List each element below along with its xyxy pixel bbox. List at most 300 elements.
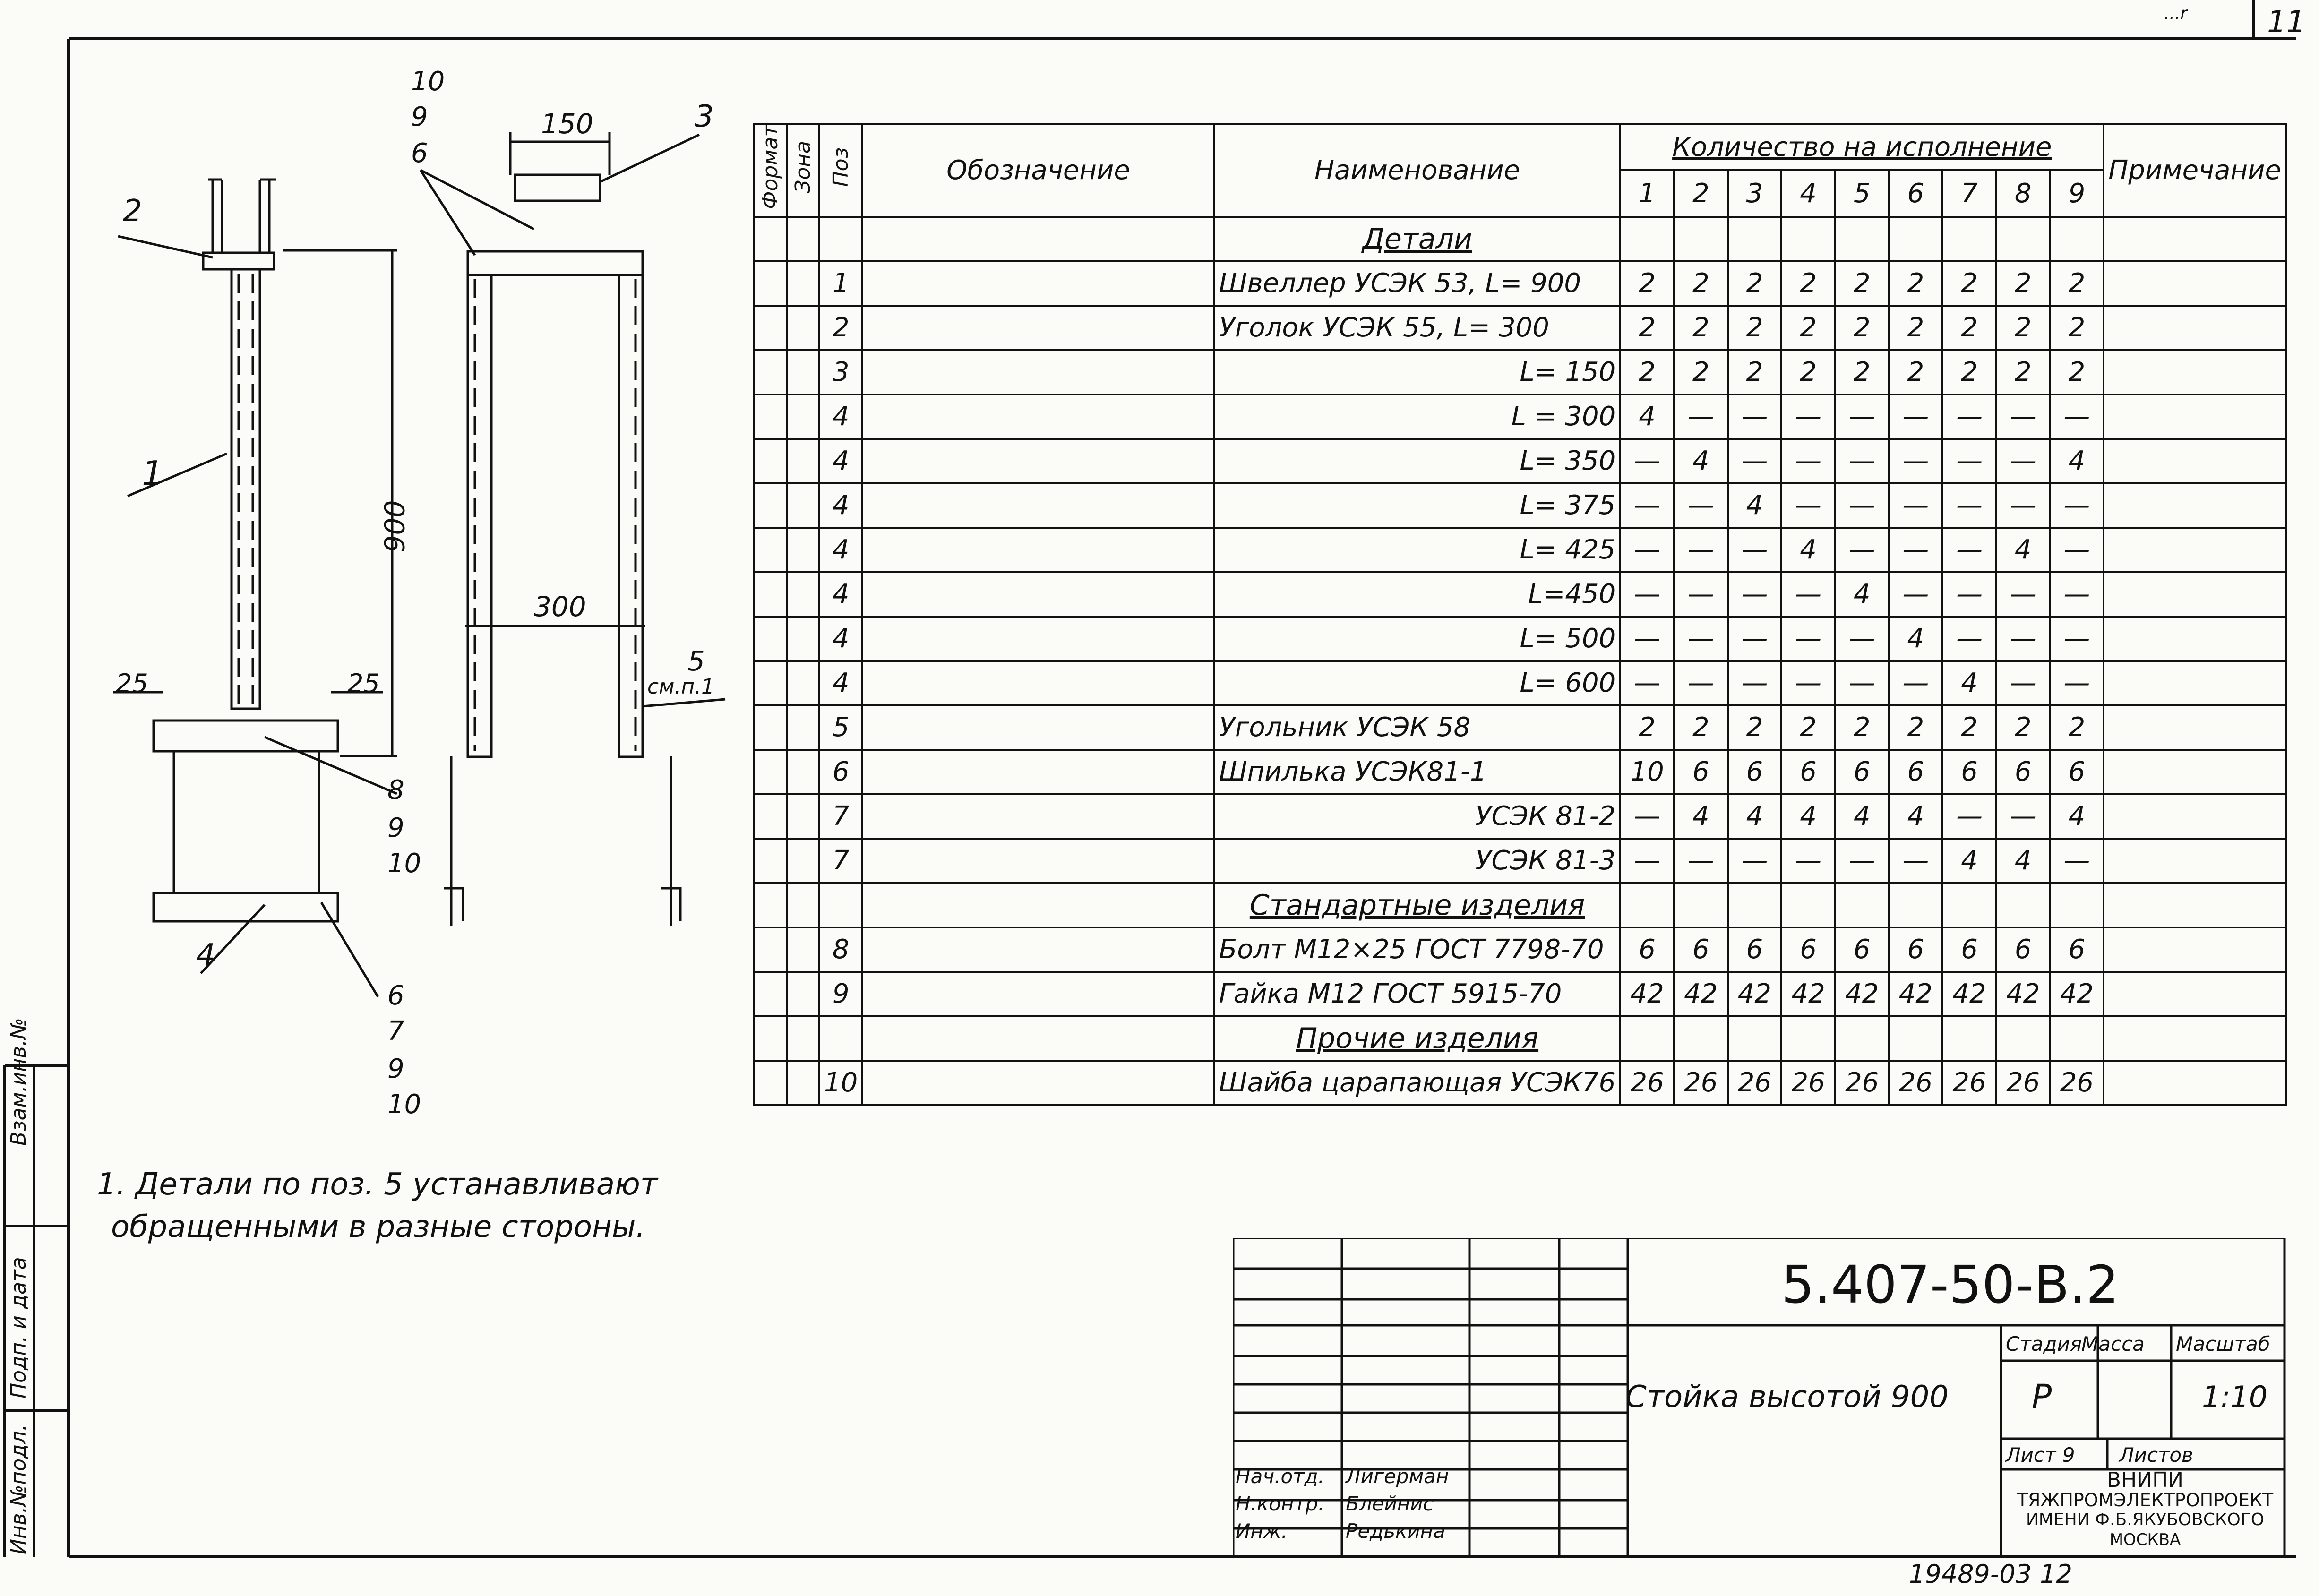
cell-qty-2: 4 bbox=[1674, 794, 1728, 839]
cell-qty-9: 6 bbox=[2050, 927, 2104, 972]
cell-qty-9: 42 bbox=[2050, 972, 2104, 1016]
cell-pos bbox=[819, 217, 862, 261]
cell-designation bbox=[862, 1016, 1214, 1061]
cell-zone bbox=[787, 261, 819, 306]
cell-pos: 9 bbox=[819, 972, 862, 1016]
cell-qty-8: 4 bbox=[1996, 528, 2050, 572]
cell-name: L= 500 bbox=[1214, 617, 1621, 661]
cell-qty-3: — bbox=[1728, 839, 1782, 883]
cell-qty-5: — bbox=[1835, 483, 1889, 528]
cell-qty-2: — bbox=[1674, 617, 1728, 661]
table-row bbox=[754, 1061, 2286, 1105]
cell-qty bbox=[2050, 1016, 2104, 1061]
table-row bbox=[754, 750, 2286, 794]
cell-format bbox=[754, 572, 787, 617]
pos-10-top: 10 bbox=[411, 66, 445, 97]
cell-designation bbox=[862, 794, 1214, 839]
table-row bbox=[754, 794, 2286, 839]
cell-zone bbox=[787, 927, 819, 972]
cell-pos: 10 bbox=[819, 1061, 862, 1105]
section-row bbox=[754, 1016, 2286, 1061]
cell-qty-5: — bbox=[1835, 839, 1889, 883]
section-title: Детали bbox=[1214, 217, 1621, 261]
cell-pos: 4 bbox=[819, 528, 862, 572]
cell-name: Болт М12×25 ГОСТ 7798-70 bbox=[1214, 927, 1621, 972]
cell-qty-7: — bbox=[1942, 483, 1996, 528]
cell-qty-3: 6 bbox=[1728, 750, 1782, 794]
section-row bbox=[754, 883, 2286, 927]
cell-qty-3: 2 bbox=[1728, 705, 1782, 750]
cell-name: Швеллер УСЭК 53, L= 900 bbox=[1214, 261, 1621, 306]
cell-pos: 4 bbox=[819, 483, 862, 528]
cell-qty-1: — bbox=[1620, 617, 1674, 661]
cell-zone bbox=[787, 972, 819, 1016]
cell-qty-8: — bbox=[1996, 572, 2050, 617]
cell-format bbox=[754, 306, 787, 350]
cell-note bbox=[2104, 261, 2286, 306]
cell-qty-8: 42 bbox=[1996, 972, 2050, 1016]
cell-format bbox=[754, 1061, 787, 1105]
cell-qty-1: 2 bbox=[1620, 306, 1674, 350]
cell-qty-5: 42 bbox=[1835, 972, 1889, 1016]
stamp-inv-original: Инв.№подл. bbox=[7, 1424, 31, 1554]
cell-note bbox=[2104, 705, 2286, 750]
cell-qty-8: — bbox=[1996, 483, 2050, 528]
cell-qty-4: 42 bbox=[1781, 972, 1835, 1016]
pos-9-bottom: 9 bbox=[387, 1054, 404, 1084]
cell-zone bbox=[787, 750, 819, 794]
cell-qty-6: 2 bbox=[1889, 350, 1943, 395]
cell-qty-7: — bbox=[1942, 395, 1996, 439]
header-variant-7: 7 bbox=[1942, 170, 1996, 216]
cell-qty-4: — bbox=[1781, 395, 1835, 439]
cell-qty bbox=[1781, 217, 1835, 261]
cell-qty-5: 2 bbox=[1835, 306, 1889, 350]
pos-9-top: 9 bbox=[411, 102, 428, 132]
cell-zone bbox=[787, 217, 819, 261]
cell-qty-9: 2 bbox=[2050, 705, 2104, 750]
cell-zone bbox=[787, 661, 819, 705]
cell-note bbox=[2104, 750, 2286, 794]
cell-qty-9: 4 bbox=[2050, 794, 2104, 839]
cell-qty-1: — bbox=[1620, 528, 1674, 572]
cell-designation bbox=[862, 705, 1214, 750]
cell-qty bbox=[1942, 1016, 1996, 1061]
cell-qty-6: — bbox=[1889, 661, 1943, 705]
cell-designation bbox=[862, 306, 1214, 350]
cell-qty-6: — bbox=[1889, 572, 1943, 617]
cell-format bbox=[754, 217, 787, 261]
cell-qty-3: — bbox=[1728, 528, 1782, 572]
cell-zone bbox=[787, 794, 819, 839]
cell-qty bbox=[1620, 1016, 1674, 1061]
cell-name: L= 375 bbox=[1214, 483, 1621, 528]
cell-qty-8: 2 bbox=[1996, 350, 2050, 395]
cell-qty-7: 4 bbox=[1942, 839, 1996, 883]
cell-note bbox=[2104, 839, 2286, 883]
org-line-2: ТЯЖПРОМЭЛЕКТРОПРОЕКТ bbox=[2017, 1490, 2274, 1510]
cell-qty-8: 26 bbox=[1996, 1061, 2050, 1105]
cell-qty-3: — bbox=[1728, 572, 1782, 617]
cell-qty-3: — bbox=[1728, 395, 1782, 439]
cell-qty-2: 4 bbox=[1674, 439, 1728, 483]
cell-pos bbox=[819, 1016, 862, 1061]
cell-designation bbox=[862, 839, 1214, 883]
pos-8: 8 bbox=[387, 775, 404, 806]
cell-zone bbox=[787, 350, 819, 395]
cell-qty-9: — bbox=[2050, 395, 2104, 439]
cell-zone bbox=[787, 395, 819, 439]
table-row bbox=[754, 306, 2286, 350]
cell-note bbox=[2104, 483, 2286, 528]
cell-qty bbox=[1620, 217, 1674, 261]
section-title: Стандартные изделия bbox=[1214, 883, 1621, 927]
scale-label: Масштаб bbox=[2176, 1332, 2270, 1356]
cell-qty-7: 2 bbox=[1942, 261, 1996, 306]
section-row bbox=[754, 217, 2286, 261]
cell-pos: 4 bbox=[819, 617, 862, 661]
cell-zone bbox=[787, 617, 819, 661]
org-line-3: ИМЕНИ Ф.Б.ЯКУБОВСКОГО bbox=[2026, 1510, 2265, 1529]
cell-qty-2: — bbox=[1674, 661, 1728, 705]
table-row bbox=[754, 839, 2286, 883]
cell-name: L = 300 bbox=[1214, 395, 1621, 439]
cell-qty-2: 2 bbox=[1674, 306, 1728, 350]
pos-1: 1 bbox=[142, 454, 163, 493]
cell-qty-1: 10 bbox=[1620, 750, 1674, 794]
cell-qty-8: 2 bbox=[1996, 705, 2050, 750]
cell-qty-2: — bbox=[1674, 395, 1728, 439]
cell-designation bbox=[862, 883, 1214, 927]
sheet-number: 11 bbox=[2267, 5, 2306, 40]
cell-designation bbox=[862, 617, 1214, 661]
cell-format bbox=[754, 661, 787, 705]
drawing-title: Стойка высотой 900 bbox=[1625, 1380, 1949, 1415]
cell-qty-8: 2 bbox=[1996, 306, 2050, 350]
cell-qty-9: 2 bbox=[2050, 350, 2104, 395]
cell-qty-4: 26 bbox=[1781, 1061, 1835, 1105]
cell-format bbox=[754, 1016, 787, 1061]
cell-format bbox=[754, 839, 787, 883]
cell-qty-3: 2 bbox=[1728, 306, 1782, 350]
cell-qty-4: — bbox=[1781, 661, 1835, 705]
cell-qty bbox=[1996, 217, 2050, 261]
cell-qty-6: 2 bbox=[1889, 705, 1943, 750]
cell-qty-7: — bbox=[1942, 794, 1996, 839]
cell-qty-4: — bbox=[1781, 839, 1835, 883]
table-row bbox=[754, 439, 2286, 483]
cell-format bbox=[754, 528, 787, 572]
dim-150: 150 bbox=[541, 108, 593, 140]
cell-qty-8: 6 bbox=[1996, 750, 2050, 794]
cell-designation bbox=[862, 261, 1214, 306]
note-line-2: обращенными в разные стороны. bbox=[111, 1210, 645, 1244]
cell-pos: 4 bbox=[819, 661, 862, 705]
org-line-1: ВНИПИ bbox=[2106, 1468, 2184, 1492]
cell-name: УСЭК 81-3 bbox=[1214, 839, 1621, 883]
role-label: Инж. bbox=[1236, 1519, 1288, 1543]
header-format: Формат bbox=[754, 124, 787, 217]
cell-qty-1: 4 bbox=[1620, 395, 1674, 439]
cell-zone bbox=[787, 839, 819, 883]
note-line-1: 1. Детали по поз. 5 устанавливают bbox=[97, 1167, 658, 1202]
cell-name: УСЭК 81-2 bbox=[1214, 794, 1621, 839]
cell-designation bbox=[862, 572, 1214, 617]
cell-qty bbox=[1674, 1016, 1728, 1061]
cell-qty-2: 2 bbox=[1674, 705, 1728, 750]
cell-qty-7: — bbox=[1942, 617, 1996, 661]
cell-qty-6: 6 bbox=[1889, 927, 1943, 972]
cell-format bbox=[754, 439, 787, 483]
cell-zone bbox=[787, 1016, 819, 1061]
cell-qty-5: 26 bbox=[1835, 1061, 1889, 1105]
header-note: Примечание bbox=[2104, 124, 2286, 217]
cell-qty-5: — bbox=[1835, 661, 1889, 705]
cell-qty-5: — bbox=[1835, 528, 1889, 572]
cell-qty bbox=[2050, 217, 2104, 261]
cell-zone bbox=[787, 1061, 819, 1105]
cell-format bbox=[754, 350, 787, 395]
cell-qty-6: 26 bbox=[1889, 1061, 1943, 1105]
table-row bbox=[754, 350, 2286, 395]
cell-note bbox=[2104, 617, 2286, 661]
cell-qty bbox=[1728, 217, 1782, 261]
cell-qty-3: 4 bbox=[1728, 794, 1782, 839]
pos-6-top: 6 bbox=[411, 138, 428, 169]
cell-pos: 4 bbox=[819, 395, 862, 439]
cell-qty-5: 6 bbox=[1835, 750, 1889, 794]
header-variant-9: 9 bbox=[2050, 170, 2104, 216]
cell-designation bbox=[862, 483, 1214, 528]
cell-zone bbox=[787, 439, 819, 483]
header-designation: Обозначение bbox=[862, 124, 1214, 217]
pos-10-mid: 10 bbox=[387, 848, 421, 879]
cell-qty-2: 42 bbox=[1674, 972, 1728, 1016]
signer-name: Блейнис bbox=[1346, 1492, 1434, 1515]
table-row bbox=[754, 972, 2286, 1016]
header-variant-8: 8 bbox=[1996, 170, 2050, 216]
cell-qty-1: 2 bbox=[1620, 705, 1674, 750]
cell-format bbox=[754, 794, 787, 839]
pos-10-bottom: 10 bbox=[387, 1089, 421, 1120]
cell-name: L= 150 bbox=[1214, 350, 1621, 395]
table-row bbox=[754, 395, 2286, 439]
sheet-label: Лист 9 bbox=[2006, 1443, 2075, 1467]
cell-qty-5: 2 bbox=[1835, 705, 1889, 750]
cell-qty-3: 6 bbox=[1728, 927, 1782, 972]
cell-qty-4: — bbox=[1781, 572, 1835, 617]
cell-qty-2: 2 bbox=[1674, 350, 1728, 395]
header-quantity: Количество на исполнение bbox=[1620, 124, 2104, 170]
cell-qty-1: 42 bbox=[1620, 972, 1674, 1016]
cell-qty bbox=[1996, 1016, 2050, 1061]
cell-qty bbox=[1889, 883, 1943, 927]
header-variant-4: 4 bbox=[1781, 170, 1835, 216]
cell-name: Шпилька УСЭК81-1 bbox=[1214, 750, 1621, 794]
cell-note bbox=[2104, 306, 2286, 350]
cell-qty bbox=[1781, 883, 1835, 927]
pos-7-bottom: 7 bbox=[387, 1016, 404, 1047]
cell-qty-9: — bbox=[2050, 528, 2104, 572]
section-title: Прочие изделия bbox=[1214, 1016, 1621, 1061]
cell-qty-5: — bbox=[1835, 395, 1889, 439]
cell-qty-9: — bbox=[2050, 617, 2104, 661]
cell-qty bbox=[1728, 1016, 1782, 1061]
cell-format bbox=[754, 395, 787, 439]
cell-format bbox=[754, 883, 787, 927]
role-label: Нач.отд. bbox=[1236, 1465, 1325, 1488]
cell-qty-4: 2 bbox=[1781, 705, 1835, 750]
cell-pos: 6 bbox=[819, 750, 862, 794]
cell-note bbox=[2104, 794, 2286, 839]
cell-qty-7: — bbox=[1942, 439, 1996, 483]
cell-format bbox=[754, 483, 787, 528]
cell-qty-4: 6 bbox=[1781, 927, 1835, 972]
dim-900: 900 bbox=[378, 500, 411, 553]
cell-qty-5: 2 bbox=[1835, 350, 1889, 395]
cell-format bbox=[754, 927, 787, 972]
cell-qty-7: 6 bbox=[1942, 750, 1996, 794]
cell-qty bbox=[1942, 883, 1996, 927]
specification-table bbox=[753, 123, 2287, 1106]
cell-qty-5: 4 bbox=[1835, 794, 1889, 839]
cell-qty-4: 2 bbox=[1781, 350, 1835, 395]
cell-note bbox=[2104, 572, 2286, 617]
signer-name: Лигерман bbox=[1346, 1465, 1449, 1488]
org-line-4: МОСКВА bbox=[2109, 1530, 2181, 1549]
cell-pos: 4 bbox=[819, 439, 862, 483]
stage-value: Р bbox=[2032, 1377, 2052, 1416]
cell-qty-8: 6 bbox=[1996, 927, 2050, 972]
cell-zone bbox=[787, 306, 819, 350]
cell-qty-4: 6 bbox=[1781, 750, 1835, 794]
cell-qty bbox=[2050, 883, 2104, 927]
cell-qty-7: — bbox=[1942, 528, 1996, 572]
dim-25-right: 25 bbox=[347, 669, 380, 698]
cell-qty-2: — bbox=[1674, 528, 1728, 572]
scale-value: 1:10 bbox=[2202, 1380, 2268, 1414]
cell-qty-6: 42 bbox=[1889, 972, 1943, 1016]
table-row bbox=[754, 261, 2286, 306]
role-label: Н.контр. bbox=[1236, 1492, 1324, 1515]
header-variant-2: 2 bbox=[1674, 170, 1728, 216]
cell-qty-4: 4 bbox=[1781, 794, 1835, 839]
cell-pos: 8 bbox=[819, 927, 862, 972]
cell-qty-1: — bbox=[1620, 661, 1674, 705]
cell-qty-7: 2 bbox=[1942, 350, 1996, 395]
cell-qty bbox=[1835, 1016, 1889, 1061]
cell-designation bbox=[862, 528, 1214, 572]
cell-zone bbox=[787, 528, 819, 572]
cell-qty-8: — bbox=[1996, 395, 2050, 439]
cell-format bbox=[754, 261, 787, 306]
table-row bbox=[754, 528, 2286, 572]
cell-qty-8: — bbox=[1996, 794, 2050, 839]
cell-designation bbox=[862, 395, 1214, 439]
cell-qty bbox=[1835, 217, 1889, 261]
cell-name: Угольник УСЭК 58 bbox=[1214, 705, 1621, 750]
cell-qty-3: 2 bbox=[1728, 350, 1782, 395]
cell-format bbox=[754, 972, 787, 1016]
cell-qty-3: 4 bbox=[1728, 483, 1782, 528]
cell-designation bbox=[862, 972, 1214, 1016]
cell-qty-3: 26 bbox=[1728, 1061, 1782, 1105]
cell-qty-1: — bbox=[1620, 572, 1674, 617]
cell-qty-8: 2 bbox=[1996, 261, 2050, 306]
cell-qty-9: 6 bbox=[2050, 750, 2104, 794]
cell-qty bbox=[1835, 883, 1889, 927]
cell-qty-2: 6 bbox=[1674, 750, 1728, 794]
cell-pos: 7 bbox=[819, 794, 862, 839]
cell-qty-9: — bbox=[2050, 839, 2104, 883]
cell-qty-8: 4 bbox=[1996, 839, 2050, 883]
cell-qty-1: — bbox=[1620, 794, 1674, 839]
table-row bbox=[754, 617, 2286, 661]
left-view bbox=[113, 180, 397, 997]
cell-qty-3: 2 bbox=[1728, 261, 1782, 306]
cell-qty-4: 2 bbox=[1781, 306, 1835, 350]
cell-qty bbox=[1942, 217, 1996, 261]
cell-pos bbox=[819, 883, 862, 927]
header-zone: Зона bbox=[787, 124, 819, 217]
header-variant-1: 1 bbox=[1620, 170, 1674, 216]
cell-note bbox=[2104, 661, 2286, 705]
right-view bbox=[421, 132, 725, 926]
cell-qty bbox=[1728, 883, 1782, 927]
cell-qty-3: — bbox=[1728, 661, 1782, 705]
organization bbox=[2006, 1470, 2285, 1550]
stamp-sign-date: Подп. и дата bbox=[7, 1257, 31, 1399]
cell-format bbox=[754, 617, 787, 661]
cell-qty-7: — bbox=[1942, 572, 1996, 617]
table-header-row bbox=[754, 124, 2286, 170]
header-name: Наименование bbox=[1214, 124, 1621, 217]
cell-zone bbox=[787, 705, 819, 750]
cell-designation bbox=[862, 927, 1214, 972]
mass-label: Масса bbox=[2081, 1332, 2145, 1356]
pos-4: 4 bbox=[196, 938, 215, 973]
cell-format bbox=[754, 705, 787, 750]
cell-qty-4: 4 bbox=[1781, 528, 1835, 572]
cell-qty-4: — bbox=[1781, 439, 1835, 483]
cell-qty-5: 4 bbox=[1835, 572, 1889, 617]
cell-designation bbox=[862, 750, 1214, 794]
cell-qty-6: — bbox=[1889, 528, 1943, 572]
dim-25-left: 25 bbox=[116, 669, 148, 698]
signer-name: Редькина bbox=[1346, 1519, 1445, 1543]
cell-name: L= 425 bbox=[1214, 528, 1621, 572]
table-row bbox=[754, 927, 2286, 972]
cell-qty-5: — bbox=[1835, 617, 1889, 661]
cell-qty-1: 6 bbox=[1620, 927, 1674, 972]
cell-format bbox=[754, 750, 787, 794]
cell-qty-6: — bbox=[1889, 483, 1943, 528]
cell-designation bbox=[862, 661, 1214, 705]
cell-qty-2: — bbox=[1674, 483, 1728, 528]
cell-qty-6: — bbox=[1889, 395, 1943, 439]
cell-qty-9: 26 bbox=[2050, 1061, 2104, 1105]
table-row bbox=[754, 661, 2286, 705]
cell-qty-7: 4 bbox=[1942, 661, 1996, 705]
cell-qty-1: 2 bbox=[1620, 261, 1674, 306]
cell-qty bbox=[1674, 883, 1728, 927]
cell-qty bbox=[1781, 1016, 1835, 1061]
cell-designation bbox=[862, 350, 1214, 395]
cell-qty bbox=[1620, 883, 1674, 927]
cell-qty-4: 2 bbox=[1781, 261, 1835, 306]
cell-qty-1: — bbox=[1620, 839, 1674, 883]
cell-qty-3: 42 bbox=[1728, 972, 1782, 1016]
